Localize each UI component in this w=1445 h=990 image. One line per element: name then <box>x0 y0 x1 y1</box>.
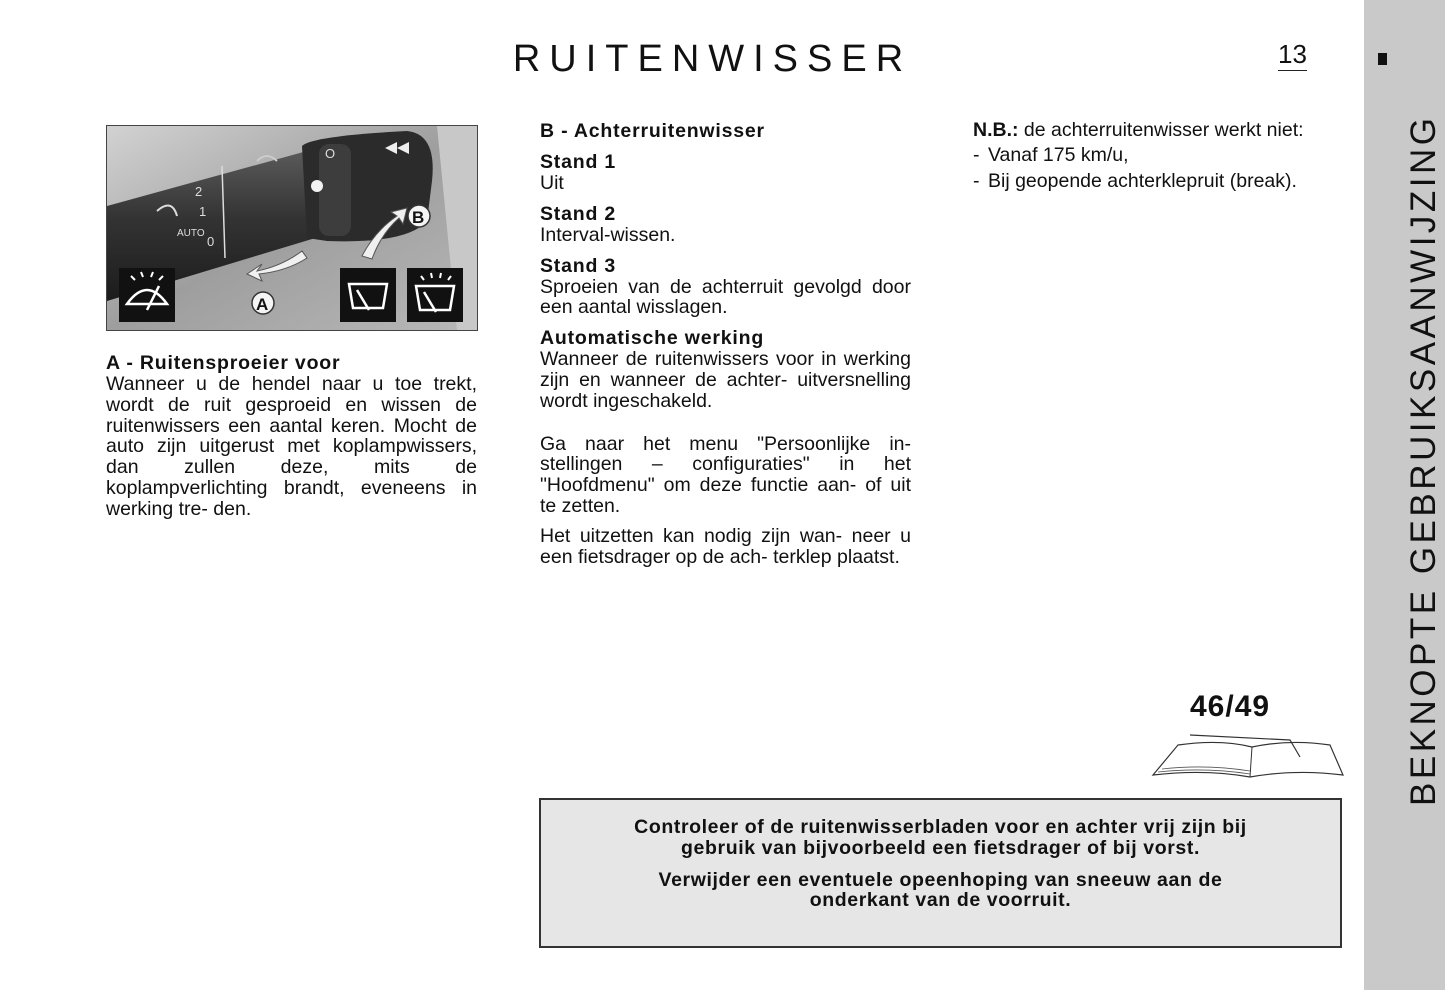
rear-washer-icon <box>407 268 463 322</box>
warning-text-2: Verwijder een eventuele opeenhoping van sneeuw aan de onderkant van de voorruit. <box>658 868 1223 912</box>
section-b-heading: B - Achterruitenwisser <box>540 120 765 142</box>
warning-box <box>539 798 1342 948</box>
label-a: A <box>256 295 269 314</box>
rear-wiper-icon <box>340 268 396 322</box>
stand-2-heading: Stand 2 <box>540 202 617 225</box>
figure-reference: 46/49 <box>1190 690 1271 723</box>
section-note <box>973 120 1344 196</box>
stand-2-text: Interval-wissen. <box>540 223 676 246</box>
note-list <box>973 145 1344 192</box>
note-text: de achterruitenwisser werkt niet: <box>1023 119 1304 141</box>
sidebar-marker <box>1378 53 1387 65</box>
disable-text: Het uitzetten kan nodig zijn wan- neer u een fietsdrager op de ach- terklep plaatst. <box>540 524 911 568</box>
position-0-mark: 0 <box>207 234 215 249</box>
section-front-washer <box>106 352 477 520</box>
open-book-icon <box>1150 725 1346 780</box>
position-1-mark: 1 <box>199 204 207 219</box>
stand-3-text: Sproeien van de achterruit gevolgd door een aantal wisslagen. <box>540 275 911 319</box>
note-item: - Vanaf 175 km/u, <box>973 145 1344 166</box>
page-number: 13 <box>1278 39 1307 69</box>
position-o-mark: O <box>325 146 336 161</box>
wiper-stalk-photo <box>106 125 478 331</box>
stand-3-heading: Stand 3 <box>540 254 617 277</box>
section-a-body: Wanneer u de hendel naar u toe trekt, wordt de ruit gesproeid en wissen de ruitenwissers een aantal keren. Mocht de auto zijn uitgerust met koplampwissers, dan zullen deze, mits de koplampverlichting brandt, eveneens in werking tre- den. <box>106 373 477 520</box>
label-b: B <box>412 208 425 227</box>
page-title: RUITENWISSER <box>512 38 913 80</box>
position-2-mark: 2 <box>195 184 203 199</box>
front-washer-icon <box>119 268 175 322</box>
auto-heading: Automatische werking <box>540 327 765 350</box>
note-label: N.B.: <box>973 119 1019 141</box>
warning-text-1: Controleer of de ruitenwisserbladen voor en achter vrij zijn bij gebruik van bijvoorbeeld een fietsdrager of bij vorst. <box>634 816 1247 859</box>
section-rear-wiper <box>540 120 911 567</box>
section-a-heading: A - Ruitensproeier voor <box>106 352 341 374</box>
stand-1-heading: Stand 1 <box>540 151 617 173</box>
sidebar-section-title: BEKNOPTE GEBRUIKSAANWIJZING <box>1404 114 1443 806</box>
sidebar-tab <box>1364 0 1445 990</box>
auto-text: Wanneer de ruitenwissers voor in werking zijn en wanneer de achter- uitversnelling wordt ingeschakeld. <box>540 348 911 412</box>
note-item: - Bij geopende achterklepruit (break). <box>973 171 1344 192</box>
wiper-stalk-illustration <box>107 126 477 330</box>
stand-1-text: Uit <box>540 172 564 194</box>
position-auto-mark: AUTO <box>177 228 205 239</box>
menu-text: Ga naar het menu "Persoonlijke in- stellingen – configuraties" in het "Hoofdmenu" om deze functie aan- of uit te zetten. <box>540 432 911 517</box>
